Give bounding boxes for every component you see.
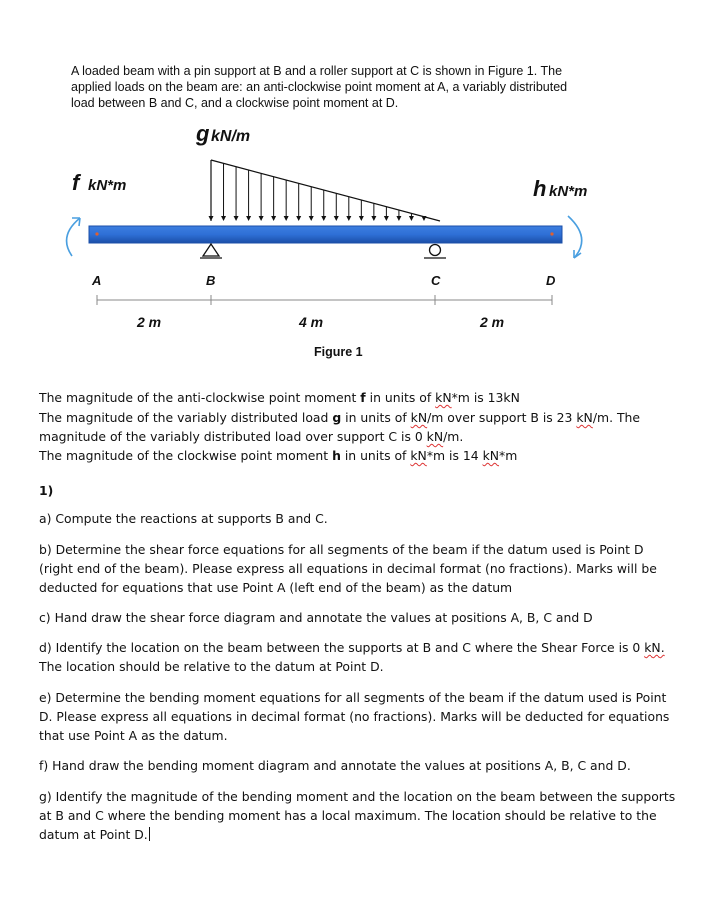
distributed-load bbox=[209, 160, 441, 221]
point-d-label: D bbox=[546, 273, 556, 288]
load-arrow-head bbox=[346, 216, 351, 221]
load-arrow-head bbox=[271, 216, 276, 221]
question-b: b) Determine the shear force equations for all segments of the beam if the datum used is Point D (right end of the beam). Please express all equations in decimal format (no fractions). Marks will be deducted for equations that use Point A (left end of the beam) as the datum bbox=[39, 542, 657, 595]
load-arrow-head bbox=[246, 216, 251, 221]
load-arrow-head bbox=[371, 216, 376, 221]
load-arrow-head bbox=[321, 216, 326, 221]
g-unit: kN/m bbox=[211, 128, 251, 145]
point-c-label: C bbox=[431, 273, 441, 288]
text-cursor bbox=[149, 827, 150, 841]
f-unit: kN*m bbox=[88, 177, 127, 194]
load-arrow-head bbox=[296, 216, 301, 221]
beam-end-mark-d bbox=[550, 232, 553, 235]
unit-word: kN bbox=[576, 410, 593, 425]
roller-support-c bbox=[424, 245, 446, 259]
question-d bbox=[39, 638, 679, 676]
moment-arrow-a bbox=[67, 218, 80, 256]
text-span: /m. The bbox=[592, 410, 640, 425]
dimension-bc: 4 m bbox=[299, 314, 324, 330]
text-span: *m is 14 bbox=[426, 448, 483, 463]
text-span: *m bbox=[499, 448, 518, 463]
question-a: a) Compute the reactions at supports B and C. bbox=[39, 511, 328, 526]
load-arrow-head bbox=[359, 216, 364, 221]
point-b-label: B bbox=[206, 273, 216, 288]
text-span: in units of bbox=[341, 410, 411, 425]
value-line-g2 bbox=[39, 427, 679, 446]
question-e: e) Determine the bending moment equations for all segments of the beam if the datum used is Point D. Please express all equations in decimal format (no fractions). Marks will be deducted for equations that use Point A as the datum. bbox=[39, 690, 670, 743]
question-number: 1) bbox=[39, 483, 54, 498]
load-arrow-head bbox=[284, 216, 289, 221]
load-arrow-head bbox=[384, 216, 389, 221]
text-span: magnitude of the variably distributed load over support C is 0 bbox=[39, 429, 427, 444]
beam bbox=[89, 226, 562, 243]
load-arrow-head bbox=[209, 216, 214, 221]
dimension-cd: 2 m bbox=[480, 314, 505, 330]
intro-line-2: applied loads on the beam are: an anti-clockwise point moment at A, a variably distributed bbox=[71, 80, 568, 94]
load-arrow-head bbox=[221, 216, 226, 221]
dimension-ab: 2 m bbox=[137, 314, 162, 330]
value-line-h bbox=[39, 446, 679, 465]
text-span: The magnitude of the clockwise point moment bbox=[39, 448, 333, 463]
unit-word: kN bbox=[410, 410, 428, 425]
text-span: /m. bbox=[443, 429, 464, 444]
unit-word: kN bbox=[410, 448, 427, 463]
beam-end-mark-a bbox=[95, 232, 98, 235]
g-label: g bbox=[196, 121, 210, 146]
text-span: /m over support B is 23 bbox=[427, 410, 577, 425]
load-arrow-head bbox=[309, 216, 314, 221]
intro-line-3: load between B and C, and a clockwise point moment at D. bbox=[71, 96, 399, 110]
text-span: g) Identify the magnitude of the bending moment and the location on the beam between the supports at B and C where the bending moment has a local maximum. The location should be relative to the datum at Point D. bbox=[39, 789, 676, 842]
question-f: f) Hand draw the bending moment diagram and annotate the values at positions A, B, C and D. bbox=[39, 758, 631, 773]
text-span: in units of bbox=[365, 390, 436, 405]
unit-word: kN. bbox=[644, 640, 665, 655]
text-span: The magnitude of the anti-clockwise point moment bbox=[39, 390, 361, 405]
unit-word: kN bbox=[482, 448, 500, 463]
load-arrows bbox=[209, 160, 427, 221]
load-arrow-head bbox=[409, 216, 414, 221]
var-h: h bbox=[332, 448, 341, 463]
load-arrow-head bbox=[396, 216, 401, 221]
question-g[interactable] bbox=[39, 787, 679, 844]
text-span: The magnitude of the variably distributed load bbox=[39, 410, 333, 425]
load-arrow-head bbox=[334, 216, 339, 221]
figure-caption: Figure 1 bbox=[314, 345, 363, 359]
var-g: g bbox=[332, 410, 342, 425]
load-arrow-head bbox=[234, 216, 239, 221]
text-span: in units of bbox=[340, 448, 411, 463]
dimension-line bbox=[97, 295, 552, 305]
value-line-f bbox=[39, 388, 679, 407]
var-f: f bbox=[360, 390, 366, 405]
load-arrow-head bbox=[259, 216, 264, 221]
f-label: f bbox=[72, 170, 80, 195]
text-span: d) Identify the location on the beam between the supports at B and C where the Shear Force is 0 bbox=[39, 640, 645, 655]
text-span: *m is 13kN bbox=[451, 390, 520, 405]
moment-arrow-d bbox=[568, 216, 582, 258]
h-label: h bbox=[533, 176, 547, 201]
beam-figure bbox=[0, 0, 718, 370]
load-arrow-head bbox=[421, 216, 426, 221]
text-span: The location should be relative to the datum at Point D. bbox=[39, 659, 384, 674]
intro-line-1: A loaded beam with a pin support at B and a roller support at C is shown in Figure 1. The bbox=[71, 64, 563, 78]
unit-word: kN bbox=[435, 390, 452, 405]
pin-support-b bbox=[200, 244, 222, 258]
question-c: c) Hand draw the shear force diagram and annotate the values at positions A, B, C and D bbox=[39, 610, 593, 625]
value-line-g bbox=[39, 408, 679, 427]
unit-word: kN bbox=[426, 429, 444, 444]
point-a-label: A bbox=[92, 273, 102, 288]
h-unit: kN*m bbox=[549, 183, 588, 200]
